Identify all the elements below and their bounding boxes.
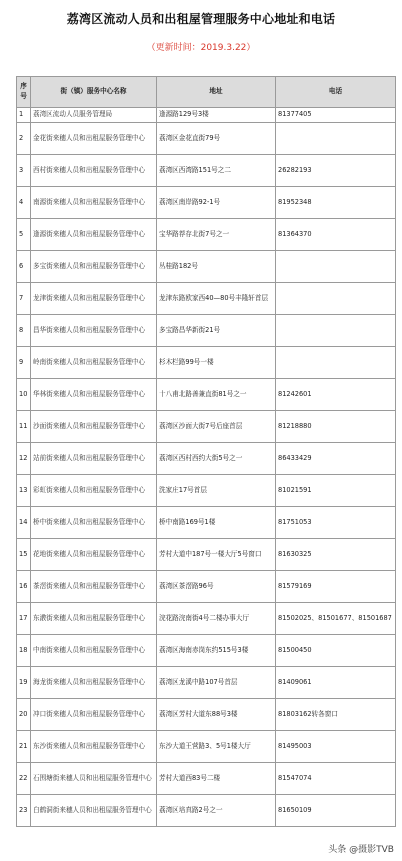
cell-no: 3 — [17, 155, 31, 187]
cell-phone: 81502025、81501677、81501687 — [276, 603, 396, 635]
cell-no: 19 — [17, 667, 31, 699]
cell-center: 花地街来穗人员和出租屋服务管理中心 — [31, 539, 157, 571]
cell-phone: 26282193 — [276, 155, 396, 187]
cell-center: 岭南街来穗人员和出租屋服务管理中心 — [31, 347, 157, 379]
cell-no: 14 — [17, 507, 31, 539]
cell-address: 荔湾区海南赤岗东约515号3楼 — [157, 635, 276, 667]
cell-phone: 86433429 — [276, 443, 396, 475]
update-time: （更新时间：2019.3.22） — [146, 43, 256, 53]
cell-phone: 81021591 — [276, 475, 396, 507]
cell-address: 浣花路浣南街4号二楼办事大厅 — [157, 603, 276, 635]
cell-address: 洗家庄17号首层 — [157, 475, 276, 507]
cell-center: 多宝街来穗人员和出租屋服务管理中心 — [31, 251, 157, 283]
cell-no: 22 — [17, 763, 31, 795]
cell-address: 多宝路昌华新街21号 — [157, 315, 276, 347]
cell-address: 荔湾区龙溪中路107号首层 — [157, 667, 276, 699]
cell-center: 茶滘街来穗人员和出租屋服务管理中心 — [31, 571, 157, 603]
table-row — [17, 667, 396, 699]
cell-center: 中南街来穗人员和出租屋服务管理中心 — [31, 635, 157, 667]
cell-no: 4 — [17, 187, 31, 219]
cell-center: 逢源街来穗人员和出租屋服务管理中心 — [31, 219, 157, 251]
cell-phone: 81650109 — [276, 795, 396, 827]
table-body — [17, 108, 396, 827]
cell-address: 荔湾区沙面大街7号后座首层 — [157, 411, 276, 443]
table-row — [17, 187, 396, 219]
table-row — [17, 219, 396, 251]
cell-no: 15 — [17, 539, 31, 571]
cell-address: 丛桂路182号 — [157, 251, 276, 283]
cell-address: 荔湾区南岸路92-1号 — [157, 187, 276, 219]
cell-address: 宝华路荐存北街7号之一 — [157, 219, 276, 251]
cell-no: 2 — [17, 123, 31, 155]
cell-phone — [276, 347, 396, 379]
cell-no: 12 — [17, 443, 31, 475]
cell-center: 南源街来穗人员和出租屋服务管理中心 — [31, 187, 157, 219]
cell-address: 荔湾区西湾路151号之二 — [157, 155, 276, 187]
page-title: 荔湾区流动人员和出租屋管理服务中心地址和电话 — [66, 12, 336, 26]
cell-center: 西村街来穗人员和出租屋服务管理中心 — [31, 155, 157, 187]
header-address: 地址 — [157, 77, 276, 108]
cell-phone — [276, 123, 396, 155]
cell-center: 白鹤洞街来穗人员和出租屋服务管理中心 — [31, 795, 157, 827]
cell-phone: 81579169 — [276, 571, 396, 603]
cell-phone: 81630325 — [276, 539, 396, 571]
cell-phone: 81547074 — [276, 763, 396, 795]
cell-no: 1 — [17, 108, 31, 123]
cell-address: 荔湾区芳村大道东88号3楼 — [157, 699, 276, 731]
cell-phone: 81218880 — [276, 411, 396, 443]
cell-center: 冲口街来穗人员和出租屋服务管理中心 — [31, 699, 157, 731]
service-center-table — [16, 76, 396, 827]
table-row — [17, 475, 396, 507]
table-header-row — [17, 77, 396, 108]
cell-no: 13 — [17, 475, 31, 507]
cell-center: 沙面街来穗人员和出租屋服务管理中心 — [31, 411, 157, 443]
cell-no: 17 — [17, 603, 31, 635]
table-row — [17, 507, 396, 539]
cell-no: 11 — [17, 411, 31, 443]
table-row — [17, 379, 396, 411]
table-row — [17, 571, 396, 603]
cell-phone: 81495003 — [276, 731, 396, 763]
cell-no: 23 — [17, 795, 31, 827]
cell-address: 芳村大道西83号二楼 — [157, 763, 276, 795]
cell-phone: 81500450 — [276, 635, 396, 667]
cell-center: 华林街来穗人员和出租屋服务管理中心 — [31, 379, 157, 411]
cell-center: 彩虹街来穗人员和出租屋服务管理中心 — [31, 475, 157, 507]
cell-no: 5 — [17, 219, 31, 251]
cell-address: 荔湾区西村西约大街5号之一 — [157, 443, 276, 475]
cell-address: 杉木栏路99号一楼 — [157, 347, 276, 379]
cell-phone: 81409061 — [276, 667, 396, 699]
table-row — [17, 155, 396, 187]
cell-address: 芳村大道中187号一楼大厅5号窗口 — [157, 539, 276, 571]
cell-address: 龙津东路欧家西40—80号丰隆轩首层 — [157, 283, 276, 315]
cell-center: 东漖街来穗人员和出租屋服务管理中心 — [31, 603, 157, 635]
cell-phone — [276, 283, 396, 315]
cell-center: 昌华街来穗人员和出租屋服务管理中心 — [31, 315, 157, 347]
table-row — [17, 731, 396, 763]
cell-no: 6 — [17, 251, 31, 283]
table-row — [17, 763, 396, 795]
cell-address: 荔湾区茶滘路96号 — [157, 571, 276, 603]
cell-address: 十八甫北路善兼直街81号之一 — [157, 379, 276, 411]
cell-phone: 81242601 — [276, 379, 396, 411]
cell-center: 金花街来穗人员和出租屋服务管理中心 — [31, 123, 157, 155]
cell-no: 21 — [17, 731, 31, 763]
table-row — [17, 251, 396, 283]
table-row — [17, 347, 396, 379]
header-no: 序号 — [17, 77, 31, 108]
cell-address: 荔湾区金花直街79号 — [157, 123, 276, 155]
cell-no: 10 — [17, 379, 31, 411]
table-row — [17, 108, 396, 123]
cell-center: 龙津街来穗人员和出租屋服务管理中心 — [31, 283, 157, 315]
cell-phone: 81751053 — [276, 507, 396, 539]
cell-no: 8 — [17, 315, 31, 347]
cell-no: 9 — [17, 347, 31, 379]
table-row — [17, 283, 396, 315]
cell-phone — [276, 315, 396, 347]
watermark: 头条 @摄影TVB — [328, 845, 394, 855]
table-row — [17, 635, 396, 667]
cell-center: 石围塘街来穗人员和出租屋服务管理中心 — [31, 763, 157, 795]
cell-no: 20 — [17, 699, 31, 731]
cell-phone: 81952348 — [276, 187, 396, 219]
table-row — [17, 795, 396, 827]
cell-address: 逢源路129号3楼 — [157, 108, 276, 123]
cell-address: 荔湾区培真路2号之一 — [157, 795, 276, 827]
cell-center: 站前街来穗人员和出租屋服务管理中心 — [31, 443, 157, 475]
cell-center: 荔湾区流动人员服务管理局 — [31, 108, 157, 123]
table-row — [17, 699, 396, 731]
table-row — [17, 603, 396, 635]
cell-phone: 81803162转各窗口 — [276, 699, 396, 731]
table-row — [17, 315, 396, 347]
cell-phone — [276, 251, 396, 283]
cell-address: 桥中南路169号1楼 — [157, 507, 276, 539]
cell-no: 7 — [17, 283, 31, 315]
header-center: 街（镇）服务中心名称 — [31, 77, 157, 108]
cell-phone: 81377405 — [276, 108, 396, 123]
cell-center: 桥中街来穗人员和出租屋服务管理中心 — [31, 507, 157, 539]
table-row — [17, 411, 396, 443]
cell-address: 东沙大道王营路3、5号1楼大厅 — [157, 731, 276, 763]
table-row — [17, 539, 396, 571]
cell-no: 16 — [17, 571, 31, 603]
cell-center: 东沙街来穗人员和出租屋服务管理中心 — [31, 731, 157, 763]
cell-phone: 81364370 — [276, 219, 396, 251]
cell-no: 18 — [17, 635, 31, 667]
table-row — [17, 443, 396, 475]
cell-center: 海龙街来穗人员和出租屋服务管理中心 — [31, 667, 157, 699]
header-phone: 电话 — [276, 77, 396, 108]
table-row — [17, 123, 396, 155]
